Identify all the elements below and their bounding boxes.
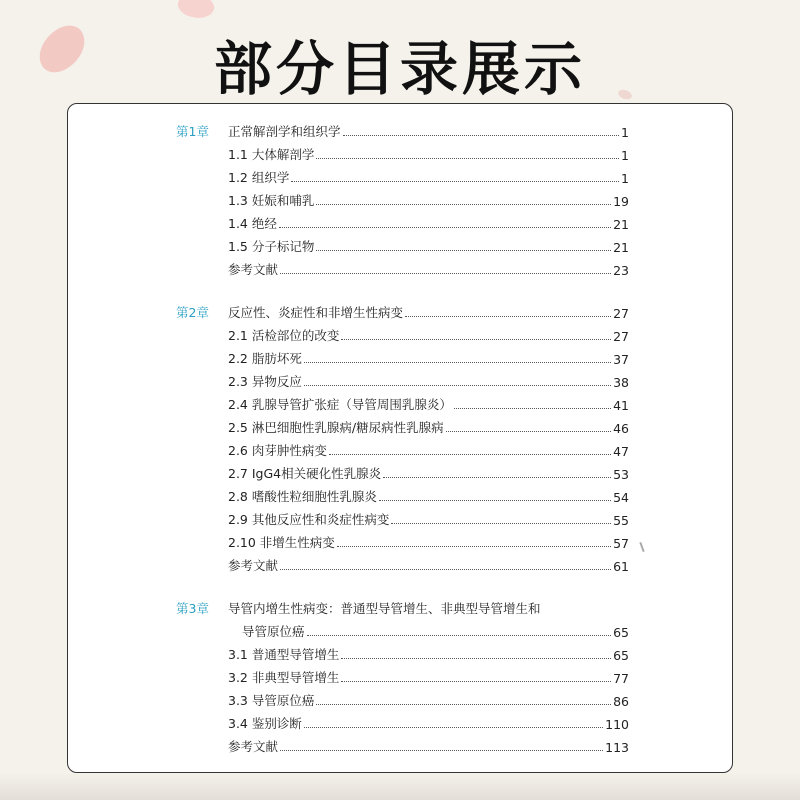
toc-row[interactable]	[68, 214, 732, 232]
dot-leader	[391, 522, 611, 524]
toc-row[interactable]	[68, 737, 732, 755]
toc-entry	[228, 214, 629, 232]
section-title: 2.10 非增生性病变	[228, 535, 335, 550]
section-title: 2.6 肉芽肿性病变	[228, 443, 327, 458]
page-number: 37	[613, 352, 629, 367]
dot-leader	[343, 134, 620, 136]
section-title: 3.3 导管原位癌	[228, 693, 315, 708]
toc-row[interactable]	[68, 237, 732, 255]
dot-leader	[316, 203, 611, 205]
page-number: 1	[621, 125, 629, 140]
page-number: 113	[605, 740, 629, 755]
page-number: 23	[613, 263, 629, 278]
toc-row[interactable]	[68, 326, 732, 344]
toc-entry	[228, 645, 629, 663]
page-number: 27	[613, 306, 629, 321]
toc-entry	[228, 510, 629, 528]
page-number: 65	[613, 625, 629, 640]
dot-leader	[304, 384, 611, 386]
dot-leader	[304, 726, 603, 728]
chapter-number: 第3章	[176, 601, 209, 616]
section-title: 2.5 淋巴细胞性乳腺病/糖尿病性乳腺病	[228, 420, 444, 435]
toc-entry	[228, 668, 629, 686]
page-number: 21	[613, 217, 629, 232]
toc-row[interactable]	[68, 191, 732, 209]
dot-leader	[329, 453, 611, 455]
toc-row[interactable]	[68, 145, 732, 163]
toc-card	[67, 103, 733, 773]
dot-leader	[337, 545, 611, 547]
page-number: 27	[613, 329, 629, 344]
toc-entry	[228, 714, 629, 732]
section-title: 1.2 组织学	[228, 170, 290, 185]
toc-row[interactable]	[68, 464, 732, 482]
dot-leader	[316, 157, 619, 159]
toc-row[interactable]	[68, 372, 732, 390]
toc-row[interactable]	[68, 418, 732, 436]
chapter-title: 反应性、炎症性和非增生性病变	[228, 305, 404, 320]
references-title: 参考文献	[228, 739, 279, 754]
dot-leader	[454, 407, 611, 409]
section-title: 2.7 IgG4相关硬化性乳腺炎	[228, 466, 382, 481]
dot-leader	[316, 703, 611, 705]
page-number: 38	[613, 375, 629, 390]
toc-row[interactable]	[68, 533, 732, 551]
dot-leader	[383, 476, 611, 478]
toc-entry	[228, 691, 629, 709]
toc-entry	[228, 395, 629, 413]
toc-row[interactable]	[68, 260, 732, 278]
chapter-title: 导管内增生性病变：普通型导管增生、非典型导管增生和	[228, 601, 541, 616]
page-number: 54	[613, 490, 629, 505]
section-title: 2.2 脂肪坏死	[228, 351, 302, 366]
dot-leader	[405, 315, 611, 317]
page-number: 46	[613, 421, 629, 436]
dot-leader	[341, 680, 611, 682]
table-of-contents	[68, 104, 732, 772]
section-title: 2.9 其他反应性和炎症性病变	[228, 512, 390, 527]
toc-entry	[228, 326, 629, 344]
chapter-title: 正常解剖学和组织学	[228, 124, 341, 139]
dot-leader	[280, 568, 611, 570]
toc-entry	[228, 556, 629, 574]
toc-entry	[228, 464, 629, 482]
dot-leader	[279, 226, 611, 228]
page-number: 55	[613, 513, 629, 528]
toc-entry	[228, 191, 629, 209]
references-title: 参考文献	[228, 262, 279, 277]
chapter-title-continued: 导管原位癌	[242, 624, 305, 639]
toc-entry	[228, 260, 629, 278]
page-number: 110	[605, 717, 629, 732]
chapter-number: 第2章	[176, 305, 209, 320]
toc-entry	[228, 145, 629, 163]
section-title: 3.2 非典型导管增生	[228, 670, 340, 685]
chapter-row[interactable]	[68, 599, 732, 617]
section-title: 3.4 鉴别诊断	[228, 716, 302, 731]
section-title: 1.3 妊娠和哺乳	[228, 193, 315, 208]
page-title: 部分目录展示	[213, 35, 586, 103]
references-title: 参考文献	[228, 558, 279, 573]
section-title: 2.4 乳腺导管扩张症（导管周围乳腺炎）	[228, 397, 452, 412]
section-title: 2.8 嗜酸性粒细胞性乳腺炎	[228, 489, 377, 504]
section-title: 3.1 普通型导管增生	[228, 647, 340, 662]
toc-entry	[228, 441, 629, 459]
dot-leader	[379, 499, 611, 501]
dot-leader	[291, 180, 619, 182]
dot-leader	[341, 338, 611, 340]
toc-entry	[228, 737, 629, 755]
dot-leader	[341, 657, 611, 659]
toc-row[interactable]	[68, 510, 732, 528]
chapter-row[interactable]	[68, 303, 732, 321]
petal-decoration	[175, 0, 217, 23]
page-number: 77	[613, 671, 629, 686]
dot-leader	[307, 634, 612, 636]
chapter-row[interactable]	[68, 122, 732, 140]
page-number: 57	[613, 536, 629, 551]
chapter-number: 第1章	[176, 124, 209, 139]
toc-entry	[242, 622, 629, 640]
page-number: 1	[621, 148, 629, 163]
page-number: 65	[613, 648, 629, 663]
dot-leader	[280, 272, 611, 274]
page-number: 41	[613, 398, 629, 413]
toc-row[interactable]	[68, 441, 732, 459]
page-number: 47	[613, 444, 629, 459]
toc-row[interactable]	[68, 395, 732, 413]
page-number: 53	[613, 467, 629, 482]
dot-leader	[316, 249, 611, 251]
toc-entry	[228, 303, 629, 321]
section-title: 1.5 分子标记物	[228, 239, 315, 254]
section-title: 1.4 绝经	[228, 216, 277, 231]
section-title: 1.1 大体解剖学	[228, 147, 315, 162]
page-number: 19	[613, 194, 629, 209]
background-decoration	[0, 772, 800, 800]
dot-leader	[304, 361, 611, 363]
page-number: 86	[613, 694, 629, 709]
page-number: 61	[613, 559, 629, 574]
toc-row[interactable]	[68, 668, 732, 686]
toc-entry	[228, 168, 629, 186]
toc-entry	[228, 487, 629, 505]
section-title: 2.3 异物反应	[228, 374, 302, 389]
toc-row[interactable]	[68, 168, 732, 186]
toc-row[interactable]	[68, 645, 732, 663]
toc-row[interactable]	[68, 691, 732, 709]
dot-leader	[446, 430, 612, 432]
toc-entry	[228, 349, 629, 367]
toc-row[interactable]	[68, 487, 732, 505]
page-number: 21	[613, 240, 629, 255]
toc-entry	[228, 122, 629, 140]
chapter-row-continued[interactable]	[68, 622, 732, 640]
toc-entry	[228, 418, 629, 436]
dot-leader	[280, 749, 603, 751]
toc-entry	[228, 372, 629, 390]
toc-row[interactable]	[68, 349, 732, 367]
toc-entry	[228, 533, 629, 551]
toc-row[interactable]	[68, 556, 732, 574]
toc-entry	[228, 237, 629, 255]
section-title: 2.1 活检部位的改变	[228, 328, 340, 343]
toc-row[interactable]	[68, 714, 732, 732]
page-number: 1	[621, 171, 629, 186]
